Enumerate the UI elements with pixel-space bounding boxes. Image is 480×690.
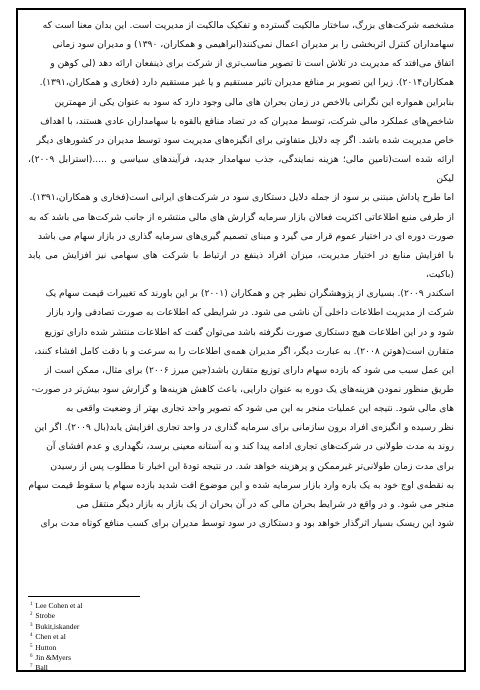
body-line: با افزایش منابع در اختیار مدیریت، میزان افراد ذینفع در ارتباط با شرکت های سهامی نیز افزایش می یابد (باکیت، — [28, 249, 454, 281]
body-line: متقارن است(هوتن ۲۰۰۸). به عبارت دیگر، اگر مدیران همه‌ی اطلاعات را به سرعت و با دقت کامل افشاء کنند، — [34, 345, 454, 357]
footnotes — [30, 600, 83, 673]
body-line: اتفاق می‌افتد که مدیریت در تلاش است تا تصویر مناسب‌تری از شرکت برای ذینفعان ارائه دهد (لی کوهن و — [50, 58, 454, 70]
footnote-item — [30, 610, 83, 620]
footnote-item — [30, 662, 83, 672]
body-line: شود و در این اطلاعات هیچ دستکاری صورت نگرفته باشد می‌توان گفت که اطلاعات منتشر شده دارای توزیع — [44, 326, 454, 338]
body-line: صورت دوره ای در اختیار عموم قرار می گیرد و مبنای تصمیم گیری‌های سرمایه گذاری در بازار سهام می باشد — [37, 230, 454, 242]
body-line: از طرفی منبع اطلاعاتی اکثریت فعالان بازار سرمایه گزارش های مالی منتشره از جانب شرکت‌ها می باشد که به — [28, 211, 454, 223]
body-line: سهامداران کنترل اثربخشی را بر مدیران اعمال نمی‌کنند(ابراهیمی و همکاران، ۱۳۹۰) و مدیران سود زمانی — [52, 39, 454, 51]
footnote-text: Hutton — [35, 642, 57, 652]
footnote-number: 1 — [30, 602, 33, 607]
footnote-item — [30, 621, 83, 631]
body-line: به نقطه‌ی اوج خود به یک باره وارد بازار سرمایه شده و این موضوع افت شدید بازده سهام یا سقوط قیمت سهام — [28, 479, 454, 491]
footnote-number: 6 — [30, 654, 33, 660]
body-line: شاخص‌های عملکرد مالی شرکت، توسط مدیران که در تضاد منافع بالقوه با سهامداران عادی هستند، با اهداف — [40, 115, 454, 127]
footnote-number: 5 — [30, 643, 33, 649]
body-line: طریق منظور نمودن هزینه‌های یک دوره به عنوان دارایی، باعث کاهش هزینه‌ها و گزارش سود بیش‌تر در صورت- — [31, 383, 454, 395]
body-line: نظر رسیده و انگیزه‌ی افراد برون سازمانی برای سرمایه گذاری در واحد تجاری افزایش یابد(بال ۲۰۰۹). اگر این — [34, 422, 454, 434]
footnote-separator — [28, 596, 140, 597]
body-text — [28, 16, 454, 533]
footnote-item — [30, 631, 83, 641]
footnote-number: 7 — [30, 664, 33, 670]
body-line: های مالی شود. نتیجه این عملیات منجر به این می شود که تصویر واحد تجاری بهتر از وضعیت واقعی به — [65, 403, 454, 415]
footnote-number: 2 — [30, 612, 33, 618]
body-line: برای مدت زمان طولانی‌تر غیرممکن و پرهزینه خواهد شد. در نتیجه تودهٔ این اخبار نا مطلوب پس از رسیدن — [50, 460, 454, 472]
footnote-text: Jin &Myers — [35, 653, 71, 663]
footnote-text: Ball — [35, 663, 48, 673]
footnote-text: Strobe — [35, 611, 55, 621]
footnote-text: Lee Cohen et al — [35, 601, 83, 610]
body-line: منجر می شود. و در واقع در شرایط بحران مالی که در آن بحران از یک بازار به بازار دیگر منتقل می — [76, 498, 454, 510]
page-frame — [16, 8, 466, 672]
footnote-item — [30, 600, 83, 610]
body-line: روند به مدت طولانی در شرکت‌های تجاری ادامه پیدا کند و به آستانه معینی برسد، نگهداری و عدم افشای آن — [46, 441, 454, 453]
body-line: این عمل سبب می شود که بازده سهام دارای توزیع متقارن باشد(جین میرز ۲۰۰۶) برای مثال، ممکن است از — [44, 364, 454, 376]
body-line: اما طرح پاداش مبتنی بر سود از جمله دلایل دستکاری سود در شرکت‌های ایرانی است(فخاری و همکاران،۱۳۹۱). — [29, 192, 454, 204]
footnote-item — [30, 652, 83, 662]
body-line: اسکندر ۲۰۰۹). بسیاری از پژوهشگران نظیر چن و همکاران (۲۰۰۱) بر این باورند که تغییرات قیمت سهام یک — [45, 288, 454, 300]
footnote-text: Bukit,iskander — [35, 621, 80, 631]
footnote-number: 3 — [30, 622, 33, 628]
footnote-number: 4 — [30, 633, 33, 639]
body-line: شود این ریسک بسیار اثرگذار خواهد بود و دستکاری در سود توسط مدیران برای کسب منافع کوتاه مدت برای — [40, 518, 454, 530]
body-line: خاص مدیریت شده باشد. اگر چه دلایل متفاوتی برای انگیزه‌های مدیریت سود توسط مدیران در کشورهای دیگر — [36, 134, 454, 146]
body-line: بنابراین همواره این نگرانی بالاخص در زمان بحران های مالی وجود دارد که سود به عنوان یکی از مهمترین — [54, 96, 454, 108]
body-line: همکاران۲۰۱۴). زیرا این تصویر بر منافع مدیران تاثیر مستقیم و یا غیر مستقیم دارد (فخاری و همکاران،۱۳۹۱). — [39, 77, 454, 89]
body-line: شرکت از مدیریت اطلاعات داخلی آن ناشی می شود. در شرایطی که اطلاعات به صورت تصادفی وارد بازار — [46, 307, 454, 319]
footnote-text: Chen et al — [35, 632, 66, 642]
body-line: ارائه شده است(تامین مالی؛ هزینه نمایندگی، جذب سهامدار جدید، فرآیندهای سیاسی و .....(استرابل ۲۰۰۹)، لیکن — [28, 154, 454, 185]
footnote-item — [30, 642, 83, 652]
body-line: مشخصه شرکت‌های بزرگ، ساختار مالکیت گسترده و تفکیک مالکیت از مدیریت است. این بدان معنا است که — [42, 20, 454, 31]
